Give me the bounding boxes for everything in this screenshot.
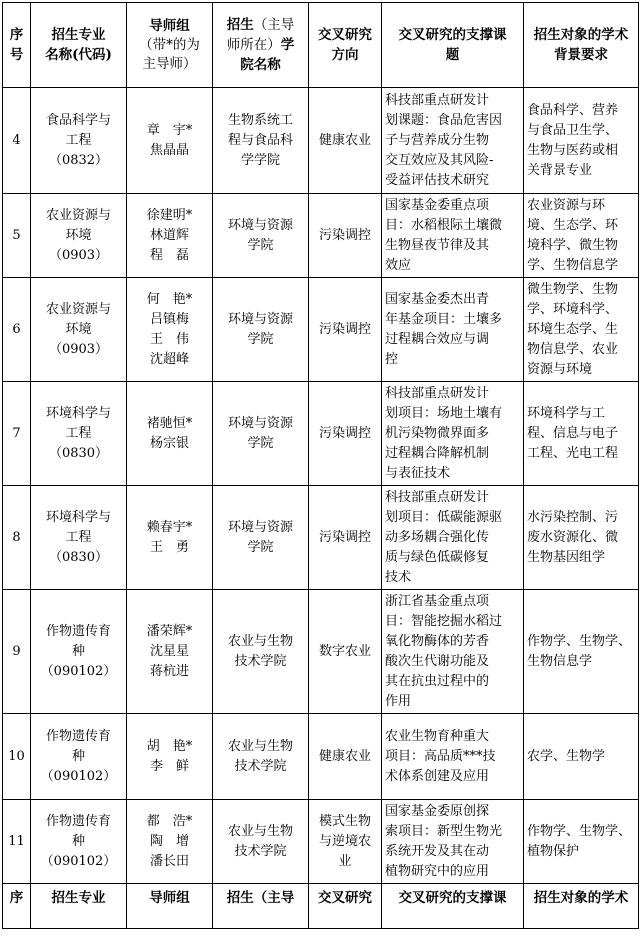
academic-background-line: 环境生态学、生 — [527, 321, 619, 337]
mentor-group — [127, 382, 213, 486]
academic-background-line: 生物信息学 — [527, 653, 593, 669]
supporting-topic-line: 过程耦合降解机制 — [385, 445, 490, 461]
row-number: 11 — [3, 800, 31, 884]
mentor-group-line: 沈星星 — [149, 643, 189, 659]
academic-background-line: 程、信息与电子 — [527, 425, 619, 441]
mentor-group-line: 杨宗银 — [149, 435, 189, 451]
footer-no: 序 — [3, 884, 31, 929]
major-name-line: 作物遗传育 — [45, 623, 111, 639]
research-direction — [309, 382, 382, 486]
footer-background: 招生对象的学术 — [524, 884, 639, 929]
academic-background-line: 物信息学、农业 — [527, 341, 619, 357]
header-mentor-group: 导师组 （带*的为 主导师） — [127, 3, 213, 88]
row-number: 10 — [3, 714, 31, 800]
college-name-line: 学院 — [247, 539, 274, 555]
major-name — [31, 382, 127, 486]
research-direction-line: 污染调控 — [318, 529, 371, 545]
academic-background-line: 生物与医药或相 — [527, 142, 619, 158]
supporting-topic-line: 动多场耦合强化传 — [385, 529, 490, 545]
college-name — [213, 800, 309, 884]
supporting-topic — [382, 278, 524, 382]
mentor-group-line: 章 宇* — [146, 122, 193, 138]
supporting-topic-line: 划项目：场地土壤有 — [385, 405, 503, 421]
row-number: 4 — [3, 88, 31, 194]
mentor-group — [127, 194, 213, 278]
supporting-topic-line: 索项目：新型生物光 — [385, 823, 503, 839]
supporting-topic-line: 子与营养成分生物 — [385, 132, 490, 148]
college-name-line: 农业与生物 — [227, 823, 293, 839]
academic-background-line: 环境科学与工 — [527, 405, 606, 421]
supporting-topic-line: 目：水稻根际土壤微 — [385, 217, 503, 233]
research-direction-line: 污染调控 — [318, 227, 371, 243]
header-row — [3, 3, 639, 88]
college-name-line: 环境与资源 — [227, 519, 293, 535]
supporting-topic-line: 国家基金委原创探 — [385, 803, 490, 819]
college-name — [213, 486, 309, 590]
research-direction-line: 污染调控 — [318, 425, 371, 441]
college-name-line: 技术学院 — [234, 653, 287, 669]
mentor-group-line: 潘长田 — [149, 853, 189, 869]
academic-background-line: 食品科学、营养 — [527, 102, 619, 118]
college-name — [213, 194, 309, 278]
enrollment-table — [2, 2, 639, 929]
major-name-line: （0830） — [48, 445, 109, 461]
supporting-topic-line: 受益评估技术研究 — [385, 172, 490, 188]
academic-background-line: 植物保护 — [527, 843, 580, 859]
mentor-group-line: 陶 增 — [149, 833, 189, 849]
supporting-topic-line: 质与绿色低碳修复 — [385, 549, 490, 565]
academic-background — [524, 278, 639, 382]
footer-mentor-group: 导师组 — [127, 884, 213, 929]
mentor-group-line: 蒋杭进 — [149, 663, 189, 679]
academic-background-line: 与食品卫生学、 — [527, 122, 619, 138]
table-row — [3, 590, 639, 714]
table-row — [3, 486, 639, 590]
academic-background — [524, 88, 639, 194]
major-name-line: 作物遗传育 — [45, 813, 111, 829]
major-name-line: （090102） — [40, 853, 117, 869]
supporting-topic-line: 植物研究中的应用 — [385, 863, 490, 879]
supporting-topic-line: 术体系创建及应用 — [385, 768, 490, 784]
footer-college: 招生（主导 — [213, 884, 309, 929]
college-name — [213, 278, 309, 382]
supporting-topic-line: 划项目：低碳能源驱 — [385, 509, 503, 525]
table-row — [3, 382, 639, 486]
supporting-topic-line: 作用 — [385, 693, 412, 709]
mentor-group — [127, 800, 213, 884]
major-name-line: 种 — [71, 833, 85, 849]
major-name-line: （0832） — [48, 152, 109, 168]
major-name-line: 食品科学与 — [45, 112, 111, 128]
supporting-topic — [382, 382, 524, 486]
college-name-line: 学院 — [247, 237, 274, 253]
major-name-line: （0830） — [48, 549, 109, 565]
academic-background-line: 农业资源与环 — [527, 197, 606, 213]
mentor-group-line: 赖春宇* — [146, 519, 193, 535]
college-name-line: 技术学院 — [234, 843, 287, 859]
mentor-group-line: 程 磊 — [149, 247, 189, 263]
college-name-line: 学院 — [247, 435, 274, 451]
research-direction — [309, 278, 382, 382]
academic-background-line: 关背景专业 — [527, 162, 593, 178]
mentor-group-line: 王 伟 — [149, 331, 189, 347]
supporting-topic-line: 年基金项目：土壤多 — [385, 311, 503, 327]
supporting-topic-line: 农业生物育种重大 — [385, 728, 490, 744]
supporting-topic-line: 酸次生代谢功能及 — [385, 653, 490, 669]
row-number: 6 — [3, 278, 31, 382]
research-direction — [309, 714, 382, 800]
major-name-line: （090102） — [40, 663, 117, 679]
row-number: 5 — [3, 194, 31, 278]
college-name-line: 农业与生物 — [227, 738, 293, 754]
table-row — [3, 278, 639, 382]
supporting-topic — [382, 88, 524, 194]
major-name-line: （0903） — [48, 247, 109, 263]
supporting-topic-line: 目：智能挖掘水稻过 — [385, 613, 503, 629]
header-no: 序 号 — [3, 3, 31, 88]
supporting-topic — [382, 714, 524, 800]
supporting-topic-line: 系统开发及其在动 — [385, 843, 490, 859]
major-name-line: （090102） — [40, 768, 117, 784]
major-name — [31, 590, 127, 714]
row-number: 9 — [3, 590, 31, 714]
mentor-group — [127, 590, 213, 714]
supporting-topic-line: 划课题：食品危害因 — [385, 112, 503, 128]
major-name-line: 农业资源与 — [45, 207, 111, 223]
major-name — [31, 194, 127, 278]
mentor-group-line: 都 浩* — [146, 813, 193, 829]
college-name — [213, 590, 309, 714]
academic-background-line: 微生物学、生物 — [527, 281, 619, 297]
academic-background — [524, 800, 639, 884]
academic-background-line: 境、生态学、环 — [527, 217, 619, 233]
major-name — [31, 278, 127, 382]
supporting-topic-line: 过程耦合效应与调 — [385, 331, 490, 347]
academic-background-line: 生物基因组学 — [527, 549, 606, 565]
mentor-group-line: 沈超峰 — [149, 351, 189, 367]
table-row — [3, 800, 639, 884]
academic-background-line: 农学、生物学 — [527, 748, 606, 764]
mentor-group — [127, 278, 213, 382]
academic-background-line: 学、环境科学、 — [527, 301, 619, 317]
research-direction-line: 健康农业 — [318, 748, 371, 764]
research-direction-line: 健康农业 — [318, 132, 371, 148]
major-name — [31, 714, 127, 800]
row-number: 7 — [3, 382, 31, 486]
academic-background-line: 境科学、微生物 — [527, 237, 619, 253]
research-direction-line: 数字农业 — [318, 643, 371, 659]
major-name-line: 种 — [71, 748, 85, 764]
supporting-topic-line: 控 — [385, 351, 399, 367]
academic-background-line: 作物学、生物学、 — [527, 823, 632, 839]
research-direction — [309, 486, 382, 590]
academic-background-line: 作物学、生物学、 — [527, 633, 632, 649]
supporting-topic-line: 生物昼夜节律及其 — [385, 237, 490, 253]
college-name-line: 环境与资源 — [227, 311, 293, 327]
supporting-topic-line: 效应 — [385, 257, 412, 273]
college-name — [213, 382, 309, 486]
mentor-group-line: 何 艳* — [146, 291, 193, 307]
supporting-topic — [382, 194, 524, 278]
academic-background-line: 工程、光电工程 — [527, 445, 619, 461]
supporting-topic-line: 科技部重点研发计 — [385, 489, 490, 505]
header-topic: 交叉研究的支撑课 题 — [382, 3, 524, 88]
college-name-line: 学学院 — [240, 152, 280, 168]
supporting-topic — [382, 590, 524, 714]
footer-major: 招生专业 — [31, 884, 127, 929]
supporting-topic-line: 交互效应及其风险- — [385, 152, 494, 168]
header-college: 招生（主导 师所在）学 院名称 — [213, 3, 309, 88]
major-name-line: 工程 — [65, 132, 92, 148]
college-name-line: 学院 — [247, 331, 274, 347]
mentor-group-line: 吕镇梅 — [149, 311, 189, 327]
supporting-topic — [382, 486, 524, 590]
mentor-group — [127, 486, 213, 590]
academic-background-line: 水污染控制、污 — [527, 509, 619, 525]
footer-direction: 交叉研究 — [309, 884, 382, 929]
mentor-group-line: 徐建明* — [146, 207, 193, 223]
major-name — [31, 486, 127, 590]
supporting-topic-line: 科技部重点研发计 — [385, 385, 490, 401]
header-major: 招生专业 名称(代码) — [31, 3, 127, 88]
mentor-group — [127, 88, 213, 194]
header-direction: 交叉研究 方向 — [309, 3, 382, 88]
academic-background — [524, 194, 639, 278]
header-background: 招生对象的学术 背景要求 — [524, 3, 639, 88]
supporting-topic-line: 国家基金委杰出青 — [385, 291, 490, 307]
major-name-line: 环境科学与 — [45, 509, 111, 525]
college-name-line: 生物系统工 — [227, 112, 293, 128]
college-name-line: 环境与资源 — [227, 415, 293, 431]
research-direction-line: 与逆境农 — [318, 833, 371, 849]
academic-background — [524, 590, 639, 714]
supporting-topic-line: 技术 — [385, 569, 412, 585]
table-row — [3, 714, 639, 800]
supporting-topic — [382, 800, 524, 884]
major-name — [31, 88, 127, 194]
mentor-group-line: 林道辉 — [149, 227, 189, 243]
research-direction — [309, 800, 382, 884]
supporting-topic-line: 国家基金委重点项 — [385, 197, 490, 213]
mentor-group-line: 王 勇 — [149, 539, 189, 555]
major-name-line: 环境科学与 — [45, 405, 111, 421]
major-name-line: 环境 — [65, 227, 92, 243]
table-row — [3, 88, 639, 194]
mentor-group-line: 褚驰恒* — [146, 415, 193, 431]
major-name-line: 作物遗传育 — [45, 728, 111, 744]
research-direction — [309, 590, 382, 714]
mentor-group-line: 李 鲜 — [149, 758, 189, 774]
college-name-line: 农业与生物 — [227, 633, 293, 649]
major-name-line: 工程 — [65, 529, 92, 545]
major-name-line: （0903） — [48, 341, 109, 357]
academic-background-line: 废水资源化、微 — [527, 529, 619, 545]
supporting-topic-line: 机污染物微界面多 — [385, 425, 490, 441]
college-name — [213, 714, 309, 800]
footer-topic: 交叉研究的支撑课 — [382, 884, 524, 929]
academic-background — [524, 382, 639, 486]
footer-row — [3, 884, 639, 929]
research-direction — [309, 88, 382, 194]
research-direction — [309, 194, 382, 278]
supporting-topic-line: 其在抗虫过程中的 — [385, 673, 490, 689]
academic-background-line: 学、生物信息学 — [527, 257, 619, 273]
major-name-line: 环境 — [65, 321, 92, 337]
research-direction-line: 模式生物 — [318, 813, 371, 829]
major-name-line: 工程 — [65, 425, 92, 441]
supporting-topic-line: 与表征技术 — [385, 465, 451, 481]
major-name-line: 种 — [71, 643, 85, 659]
mentor-group-line: 焦晶晶 — [149, 142, 189, 158]
academic-background-line: 资源与环境 — [527, 361, 593, 377]
row-number: 8 — [3, 486, 31, 590]
college-name — [213, 88, 309, 194]
mentor-group — [127, 714, 213, 800]
supporting-topic-line: 科技部重点研发计 — [385, 92, 490, 108]
college-name-line: 程与食品科 — [227, 132, 293, 148]
research-direction-line: 污染调控 — [318, 321, 371, 337]
supporting-topic-line: 氧化物酶体的芳香 — [385, 633, 490, 649]
college-name-line: 环境与资源 — [227, 217, 293, 233]
academic-background — [524, 486, 639, 590]
major-name — [31, 800, 127, 884]
research-direction-line: 业 — [338, 853, 352, 869]
major-name-line: 农业资源与 — [45, 301, 111, 317]
supporting-topic-line: 浙江省基金重点项 — [385, 593, 490, 609]
table-row — [3, 194, 639, 278]
mentor-group-line: 胡 艳* — [146, 738, 193, 754]
college-name-line: 技术学院 — [234, 758, 287, 774]
mentor-group-line: 潘荣辉* — [146, 623, 193, 639]
academic-background — [524, 714, 639, 800]
supporting-topic-line: 项目：高品质***技 — [385, 748, 496, 764]
